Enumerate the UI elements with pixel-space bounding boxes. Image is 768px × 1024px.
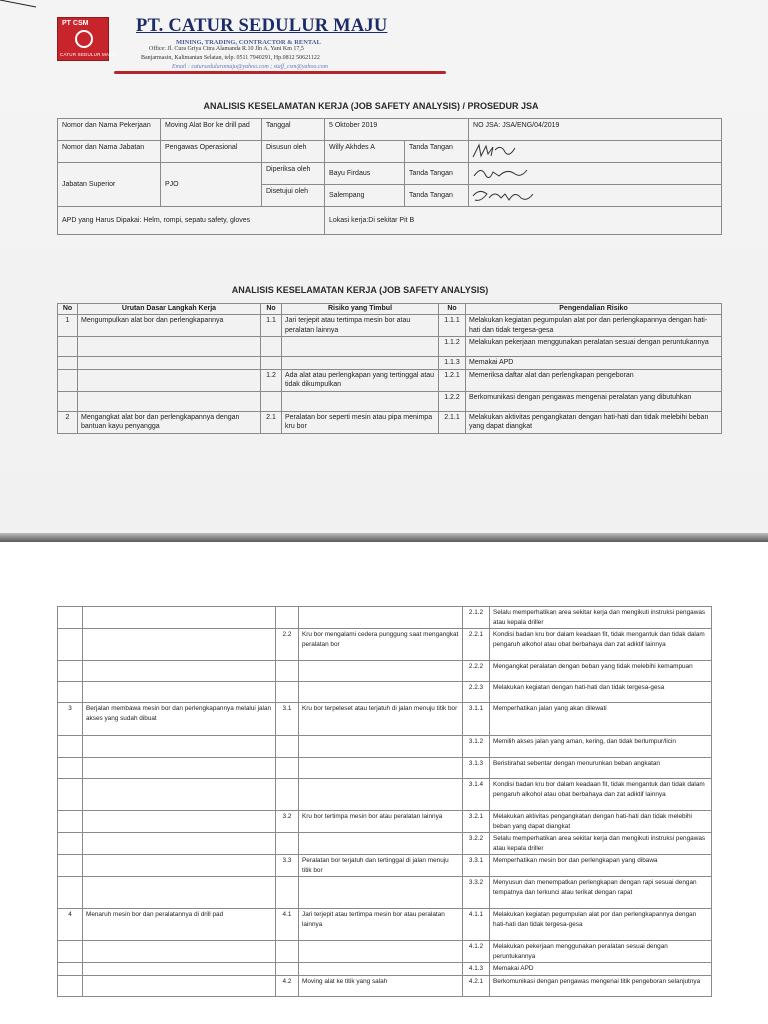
control-number: 3.2.2 <box>463 833 490 855</box>
approved-by-value: Salempang <box>325 185 405 207</box>
table-row <box>58 703 712 736</box>
control-number: 3.1.1 <box>463 703 490 736</box>
company-email: Email : caturseduluramaju@yahoo.com ; staff_csm@yahoo.com <box>172 64 329 70</box>
control-number: 1.1.2 <box>439 337 466 357</box>
table-row <box>58 779 712 811</box>
prepared-by-value: Willy Akhdes A <box>325 141 405 163</box>
table-row <box>58 909 712 941</box>
signature-2 <box>471 164 531 184</box>
control-number: 1.1.1 <box>439 315 466 337</box>
step-text <box>83 855 276 877</box>
step-text: Berjalan membawa mesin bor dan perlengkapannya melalui jalan akses yang sudah dibuat <box>83 703 276 736</box>
control-number: 3.3.1 <box>463 855 490 877</box>
control-text: Melakukan aktivitas pengangkatan dengan hati-hati dan tidak melebihi beban yang dapat diangkat <box>466 411 722 433</box>
risk-number <box>276 833 299 855</box>
risk-number: 1.2 <box>261 369 282 391</box>
control-text: Melakukan kegiatan dengan hati-hati dan tidak tergesa-gesa <box>490 682 712 703</box>
date-value: 5 Oktober 2019 <box>325 119 469 141</box>
control-number: 4.1.1 <box>463 909 490 941</box>
step-number <box>58 758 83 779</box>
risk-number: 1.1 <box>261 315 282 337</box>
control-text: Beristirahat sebentar dengan menurunkan beban angkatan <box>490 758 712 779</box>
table-row <box>58 411 722 433</box>
step-text <box>83 963 276 976</box>
superior-label: Jabatan Superior <box>58 163 161 207</box>
step-text <box>83 682 276 703</box>
control-number: 3.1.2 <box>463 736 490 758</box>
control-number: 4.2.1 <box>463 975 490 996</box>
table-row <box>58 661 712 682</box>
header-no: No <box>439 304 466 315</box>
risk-number: 4.1 <box>276 909 299 941</box>
control-text: Memakai APD <box>466 357 722 370</box>
risk-text: Moving alat ke titik yang salah <box>299 975 463 996</box>
control-number: 1.1.3 <box>439 357 466 370</box>
approved-by-label: Disetujui oleh <box>262 185 325 207</box>
ppe-required: APD yang Harus Dipakai: Helm, rompi, sepatu safety, gloves <box>58 207 325 235</box>
control-text: Melakukan aktivitas pengangkatan dengan hati-hati dan tidak melebihi beban yang dapat diangkat <box>490 811 712 833</box>
scan-corner-mark <box>0 0 40 10</box>
step-text <box>83 758 276 779</box>
control-text: Kondisi badan kru bor dalam keadaan fit, tidak mengantuk dan tidak dalam pengaruh alkohol atau obat berbahaya dan zat adiktif lainnya <box>490 779 712 811</box>
step-text <box>83 833 276 855</box>
risk-table-page1 <box>57 303 722 434</box>
step-text <box>78 357 261 370</box>
risk-text: Jari terjepit atau tertimpa mesin bor atau peralatan lainnya <box>282 315 439 337</box>
control-text: Memperhatikan mesin bor dan perlengkapan yang dibawa <box>490 855 712 877</box>
risk-number <box>276 661 299 682</box>
company-address-1: Office: Jl. Cura Griya Citra Alamanda R.10 Jln A. Yani Km 17,5 <box>149 46 304 52</box>
company-address-2: Banjarmasin, Kalimantan Selatan, telp. 0511 7940291, Hp.0812 50621122 <box>141 55 320 61</box>
checked-by-label: Diperiksa oleh <box>262 163 325 185</box>
step-number <box>58 975 83 996</box>
step-number <box>58 682 83 703</box>
company-logo <box>57 17 116 61</box>
step-number <box>58 855 83 877</box>
control-text: Memeriksa daftar alat dan perlengkapan pengeboran <box>466 369 722 391</box>
step-text <box>83 811 276 833</box>
risk-text <box>299 736 463 758</box>
step-text <box>83 877 276 909</box>
risk-text: Kru bor mengalami cedera punggung saat mengangkat peralatan bor <box>299 629 463 661</box>
control-number: 4.1.2 <box>463 941 490 963</box>
risk-number <box>276 607 299 629</box>
step-text <box>78 369 261 391</box>
control-number: 1.2.2 <box>439 391 466 411</box>
risk-text <box>299 607 463 629</box>
step-text: Mengumpulkan alat bor dan perlengkapannya <box>78 315 261 337</box>
signature-3 <box>471 186 535 206</box>
jsa-main-title: ANALISIS KESELAMATAN KERJA (JOB SAFETY ANALYSIS) / PROSEDUR JSA <box>203 101 539 111</box>
step-number <box>58 629 83 661</box>
control-number: 2.2.1 <box>463 629 490 661</box>
step-text <box>83 736 276 758</box>
control-text: Memperhatikan jalan yang akan dilewati <box>490 703 712 736</box>
risk-number <box>261 337 282 357</box>
table-row <box>58 963 712 976</box>
header-divider <box>114 71 446 74</box>
step-text: Mengangkat alat bor dan perlengkapannya dengan bantuan kayu penyangga <box>78 411 261 433</box>
signature-1 <box>471 142 521 162</box>
risk-number: 3.1 <box>276 703 299 736</box>
jsa-number: NO JSA: JSA/ENG/04/2019 <box>469 119 722 141</box>
step-text <box>83 629 276 661</box>
step-text <box>83 975 276 996</box>
signature-label: Tanda Tangan <box>405 163 469 185</box>
logo-text-top: PT CSM <box>62 20 89 27</box>
risk-number <box>276 682 299 703</box>
signature-label: Tanda Tangan <box>405 141 469 163</box>
risk-text: Peralatan bor terjatuh dan tertinggal di jalan menuju titik bor <box>299 855 463 877</box>
risk-number: 2.1 <box>261 411 282 433</box>
header-steps: Urutan Dasar Langkah Kerja <box>78 304 261 315</box>
step-text <box>83 779 276 811</box>
step-number <box>58 661 83 682</box>
step-text <box>78 391 261 411</box>
risk-text <box>299 833 463 855</box>
step-number <box>58 941 83 963</box>
risk-text: Jari terjepit atau tertimpa mesin bor atau peralatan lainnya <box>299 909 463 941</box>
risk-text: Peralatan bor seperti mesin atau pipa menimpa kru bor <box>282 411 439 433</box>
table-row <box>58 855 712 877</box>
risk-text <box>282 337 439 357</box>
risk-number <box>261 357 282 370</box>
table-row <box>58 682 712 703</box>
step-number <box>58 357 78 370</box>
risk-text <box>299 682 463 703</box>
company-subtitle: MINING, TRADING, CONTRACTOR & RENTAL <box>176 39 321 46</box>
risk-number <box>276 941 299 963</box>
table-row <box>58 391 722 411</box>
step-number <box>58 811 83 833</box>
risk-text <box>299 877 463 909</box>
table-row <box>58 315 722 337</box>
table-row <box>58 357 722 370</box>
step-number <box>58 833 83 855</box>
risk-table-header <box>58 304 722 315</box>
control-number: 4.1.3 <box>463 963 490 976</box>
signature-cell-2 <box>469 163 722 185</box>
table-row <box>58 811 712 833</box>
control-text: Berkomunikasi dengan pengawas mengenai peralatan yang dibutuhkan <box>466 391 722 411</box>
step-number <box>58 391 78 411</box>
control-number: 2.2.2 <box>463 661 490 682</box>
control-text: Mengangkat peralatan dengan beban yang tidak melebihi kemampuan <box>490 661 712 682</box>
control-text: Melakukan pekerjaan menggunakan peralatan sesuai dengan peruntukannya <box>490 941 712 963</box>
page-edge-shadow <box>0 533 768 542</box>
control-number: 2.2.3 <box>463 682 490 703</box>
risk-number <box>276 758 299 779</box>
date-label: Tanggal <box>262 119 325 141</box>
logo-text-bottom: CATUR SEDULUR MAJU <box>60 52 116 57</box>
risk-number: 3.2 <box>276 811 299 833</box>
table-row <box>58 369 722 391</box>
risk-text: Kru bor tertimpa mesin bor atau peralatan lainnya <box>299 811 463 833</box>
table-row <box>58 975 712 996</box>
header-no: No <box>261 304 282 315</box>
prepared-by-label: Disusun oleh <box>262 141 325 163</box>
superior-value: PJO <box>161 163 262 207</box>
control-number: 3.1.3 <box>463 758 490 779</box>
control-number: 1.2.1 <box>439 369 466 391</box>
header-control: Pengendalian Risiko <box>466 304 722 315</box>
risk-number <box>276 963 299 976</box>
control-number: 3.3.2 <box>463 877 490 909</box>
risk-text: Kru bor terpeleset atau terjatuh di jalan menuju titik bor <box>299 703 463 736</box>
risk-text <box>299 758 463 779</box>
company-name: PT. CATUR SEDULUR MAJU <box>136 16 388 36</box>
position-value: Pengawas Operasional <box>161 141 262 163</box>
signature-cell-1 <box>469 141 722 163</box>
risk-number <box>276 779 299 811</box>
control-text: Menyusun dan menempatkan perlengkapan dengan rapi sesuai dengan tempatnya dan terkunci atau terikat dengan rapat <box>490 877 712 909</box>
step-number <box>58 779 83 811</box>
control-number: 2.1.2 <box>463 607 490 629</box>
risk-text <box>282 391 439 411</box>
risk-table-page2 <box>57 606 712 997</box>
step-number <box>58 877 83 909</box>
step-text <box>83 607 276 629</box>
table-row <box>58 629 712 661</box>
control-text: Berkomunikasi dengan pengawas mengenai titik pengeboran selanjutnya <box>490 975 712 996</box>
control-number: 3.2.1 <box>463 811 490 833</box>
risk-text <box>299 661 463 682</box>
signature-label: Tanda Tangan <box>405 185 469 207</box>
control-text: Selalu memperhatikan area sekitar kerja dan mengikuti instruksi pengawas atau kepala driller <box>490 607 712 629</box>
step-text <box>83 941 276 963</box>
work-location: Lokasi kerja:Di sekitar Pit B <box>325 207 722 235</box>
signature-cell-3 <box>469 185 722 207</box>
control-number: 2.1.1 <box>439 411 466 433</box>
table-row <box>58 941 712 963</box>
step-text: Menaruh mesin bor dan peralatannya di drill pad <box>83 909 276 941</box>
risk-text <box>299 941 463 963</box>
jsa-info-table <box>57 118 722 235</box>
table-row <box>58 337 722 357</box>
step-number: 1 <box>58 315 78 337</box>
table-row <box>58 833 712 855</box>
step-number <box>58 736 83 758</box>
logo-emblem-icon <box>75 30 93 48</box>
risk-number <box>261 391 282 411</box>
risk-number: 3.3 <box>276 855 299 877</box>
table-row <box>58 736 712 758</box>
risk-number: 4.2 <box>276 975 299 996</box>
step-number <box>58 337 78 357</box>
control-text: Melakukan pekerjaan menggunakan peralatan sesuai dengan peruntukannya <box>466 337 722 357</box>
table-row <box>58 877 712 909</box>
control-text: Melakukan kegiatan pegumpulan alat por dan perlengkapannya dengan hati-hati dan tidak tergesa-gesa <box>466 315 722 337</box>
table-row <box>58 607 712 629</box>
risk-number: 2.2 <box>276 629 299 661</box>
control-text: Kondisi badan kru bor dalam keadaan fit, tidak mengantuk dan tidak dalam pengaruh alkohol atau obat berbahaya dan zat adiktif lainnya <box>490 629 712 661</box>
step-text <box>78 337 261 357</box>
risk-number <box>276 736 299 758</box>
position-label: Nomor dan Nama Jabatan <box>58 141 161 163</box>
step-number: 3 <box>58 703 83 736</box>
header-risk: Risiko yang Timbul <box>282 304 439 315</box>
header-no: No <box>58 304 78 315</box>
control-text: Memilih akses jalan yang aman, kering, dan tidak berlumpur/licin <box>490 736 712 758</box>
step-number <box>58 963 83 976</box>
control-text: Melakukan kegiatan pegumpulan alat por dan perlengkapannya dengan hati-hati dan tidak tergesa-gesa <box>490 909 712 941</box>
step-number <box>58 607 83 629</box>
step-number: 2 <box>58 411 78 433</box>
risk-text: Ada alat atau perlengkapan yang tertinggal atau tidak dikumpulkan <box>282 369 439 391</box>
control-text: Memakai APD <box>490 963 712 976</box>
risk-text <box>299 779 463 811</box>
risk-text <box>299 963 463 976</box>
risk-text <box>282 357 439 370</box>
control-text: Selalu memperhatikan area sekitar kerja dan mengikuti instruksi pengawas atau kepala driller <box>490 833 712 855</box>
checked-by-value: Bayu Firdaus <box>325 163 405 185</box>
jsa-second-title: ANALISIS KESELAMATAN KERJA (JOB SAFETY ANALYSIS) <box>231 285 489 295</box>
step-text <box>83 661 276 682</box>
table-row <box>58 758 712 779</box>
job-name-value: Moving Alat Bor ke drill pad <box>161 119 262 141</box>
risk-number <box>276 877 299 909</box>
step-number <box>58 369 78 391</box>
step-number: 4 <box>58 909 83 941</box>
control-number: 3.1.4 <box>463 779 490 811</box>
job-name-label: Nomor dan Nama Pekerjaan <box>58 119 161 141</box>
